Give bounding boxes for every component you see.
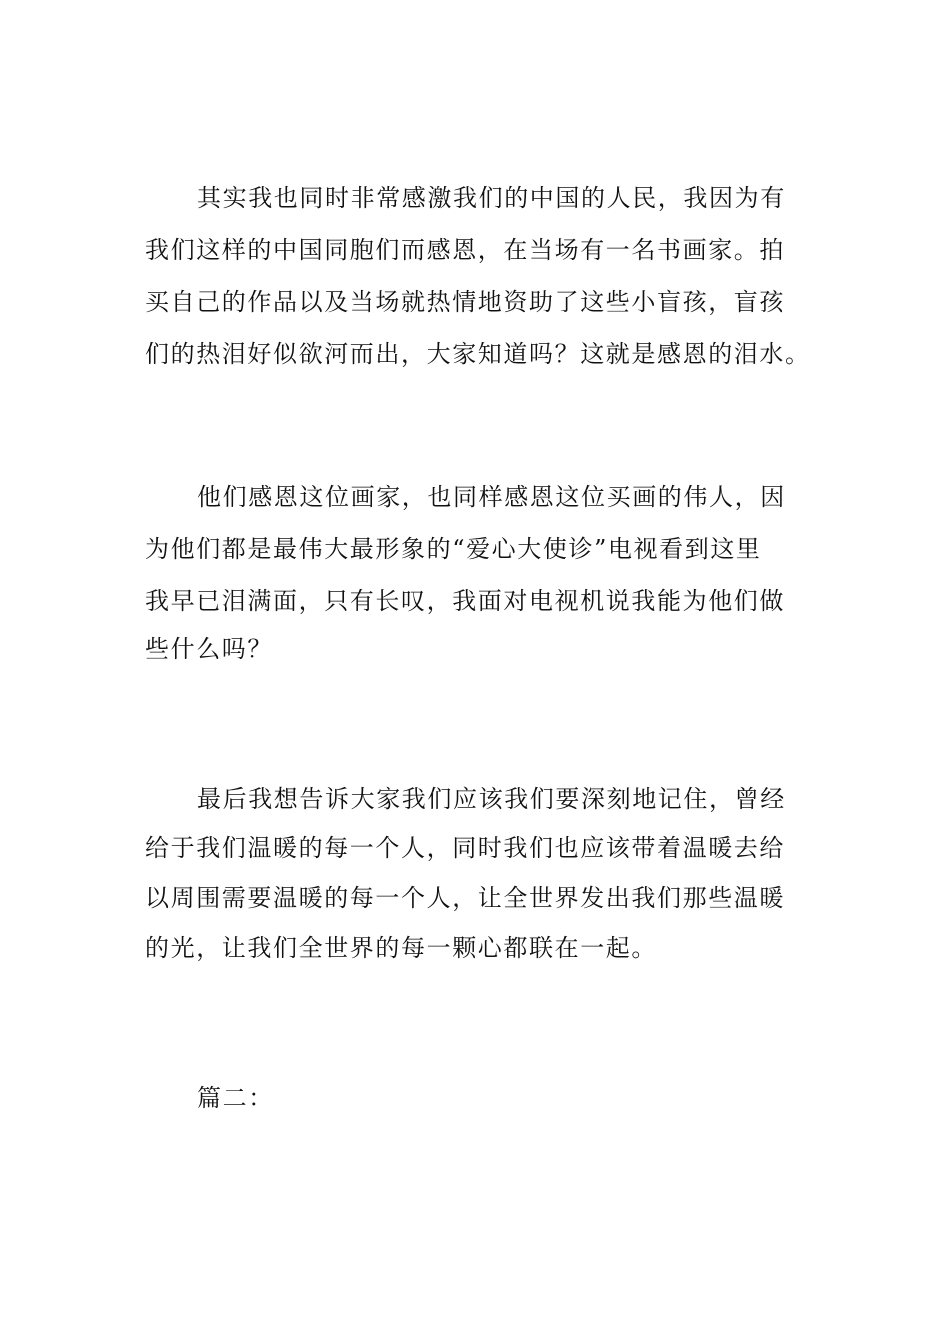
paragraph-line: 我们这样的中国同胞们而感恩，在当场有一名书画家。拍 <box>145 236 785 264</box>
paragraph-line: 我早已泪满面，只有长叹，我面对电视机说我能为他们做 <box>145 587 785 615</box>
paragraph-line: 为他们都是最伟大最形象的“爱心大使诊”电视看到这里 <box>145 535 762 563</box>
paragraph-line: 买自己的作品以及当场就热情地资助了这些小盲孩，盲孩 <box>145 288 785 316</box>
paragraph-line: 给于我们温暖的每一个人，同时我们也应该带着温暖去给 <box>145 834 785 862</box>
section-heading: 篇二： <box>197 1084 274 1112</box>
paragraph-line: 的光，让我们全世界的每一颗心都联在一起。 <box>145 934 657 962</box>
paragraph-line: 些什么吗？ <box>145 635 273 663</box>
paragraph-line: 以周围需要温暖的每一个人，让全世界发出我们那些温暖 <box>145 884 785 912</box>
paragraph-line: 们的热泪好似欲河而出，大家知道吗？这就是感恩的泪水。 <box>145 340 811 368</box>
paragraph-line: 他们感恩这位画家，也同样感恩这位买画的伟人，因 <box>197 483 786 511</box>
paragraph-line: 其实我也同时非常感激我们的中国的人民，我因为有 <box>197 184 786 212</box>
paragraph-line: 最后我想告诉大家我们应该我们要深刻地记住，曾经 <box>197 785 786 813</box>
